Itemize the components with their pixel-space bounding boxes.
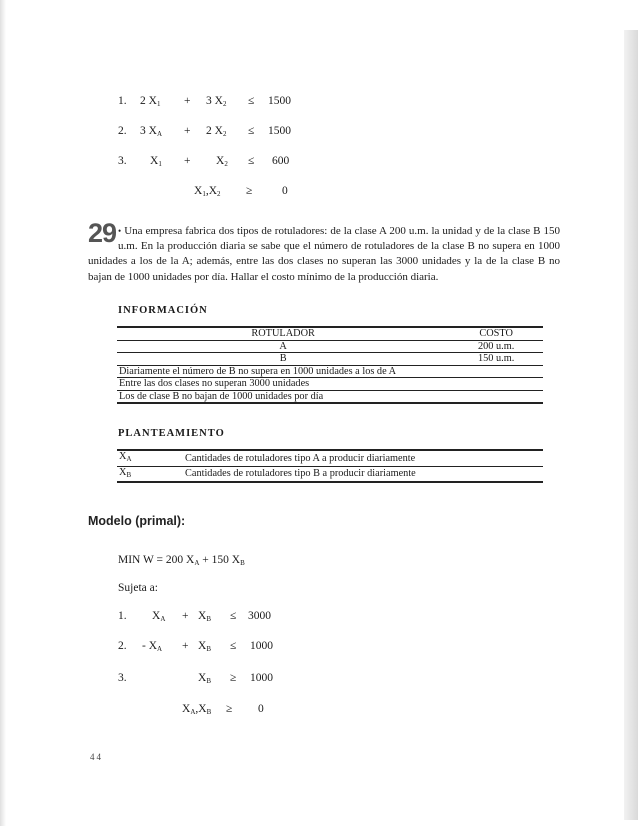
problem-number: 29 — [88, 218, 117, 248]
page-edge-right — [624, 30, 638, 820]
table-header-row — [117, 327, 543, 340]
informacion-table — [117, 326, 543, 404]
document-page: 1. 2 $X_1$ + 3 $X_2$ ≤ 1500 2. 3 $X_A$ + 2 $X_2$ ≤ 1500 3. $X_1$ + $X_2$ ≤ 600 $X_1,X_2$ ≥ 0 29 • Una empresa fabrica dos tipos de rotuladores: de la clase A 200 u.m. la unidad y de la clase B 150 u.m. En la producción diaria se sabe que el número de rotuladores de la clase B no supera en 1000 unidades a los de la A; además, entre las dos clases no superan las 3000 unidades y la de la clase B no bajan de 1000 unidades por día. Hallar el costo mínimo de la producción diaria. INFORMACIÓN ROTULADOR COSTO A 200 u.m. B 150 u.m. Diariamente el número de B no supera en 1000 unidades a los de A Entre las dos clases no superan 3000 unidades Los de clase B no bajan de 1000 unidades por día PLANTEAMIENTO $X_A$ Cantidades de rotuladores tipo A a producir diariamente $X_B$ Cantidades de rotuladores tipo B a producir diariamente Modelo (primal): MIN W = 200 $X_A + 150$ $X_B$ Sujeta a: 1. $X_A$ + $X_B$ ≤ 3000 2. - $X_A$ + $X_B$ ≤ 1000 3. $X_B$ ≥ 1000 $X_A,X_B$ ≥ 0 44 — [0, 0, 638, 826]
table-row: B 150 u.m. — [117, 353, 543, 366]
informacion-title: INFORMACIÓN — [118, 305, 208, 316]
planteamiento-table — [117, 449, 543, 483]
table-row: $X_A$ Cantidades de rotuladores tipo A a producir diariamente — [117, 450, 543, 466]
problem-bullet: • — [118, 226, 122, 236]
table-note-row: Entre las dos clases no superan 3000 unidades — [117, 378, 543, 391]
page-edge-left — [0, 0, 6, 826]
header-rotulador: ROTULADOR — [117, 327, 449, 340]
table-note-row: Diariamente el número de B no supera en 1000 unidades a los de A — [117, 365, 543, 378]
problem-statement — [88, 218, 561, 285]
table-row: A 200 u.m. — [117, 340, 543, 353]
header-costo: COSTO — [449, 327, 543, 340]
page-number: 44 — [90, 752, 103, 762]
table-note-row: Los de clase B no bajan de 1000 unidades por día — [117, 390, 543, 403]
problem-text: Una empresa fabrica dos tipos de rotuladores: de la clase A 200 u.m. la unidad y de la clase B 150 u.m. En la producción diaria se sabe que el número de rotuladores de la clase B no supera en 1000 unidades a los de la A; además, entre las dos clases no superan las 3000 unidades y la de la clase B no bajan de 1000 unidades por día. Hallar el costo mínimo de la producción diaria. — [88, 225, 561, 283]
modelo-title: Modelo (primal): — [88, 514, 186, 528]
planteamiento-title: PLANTEAMIENTO — [118, 428, 225, 439]
table-row: $X_B$ Cantidades de rotuladores tipo B a producir diariamente — [117, 466, 543, 482]
